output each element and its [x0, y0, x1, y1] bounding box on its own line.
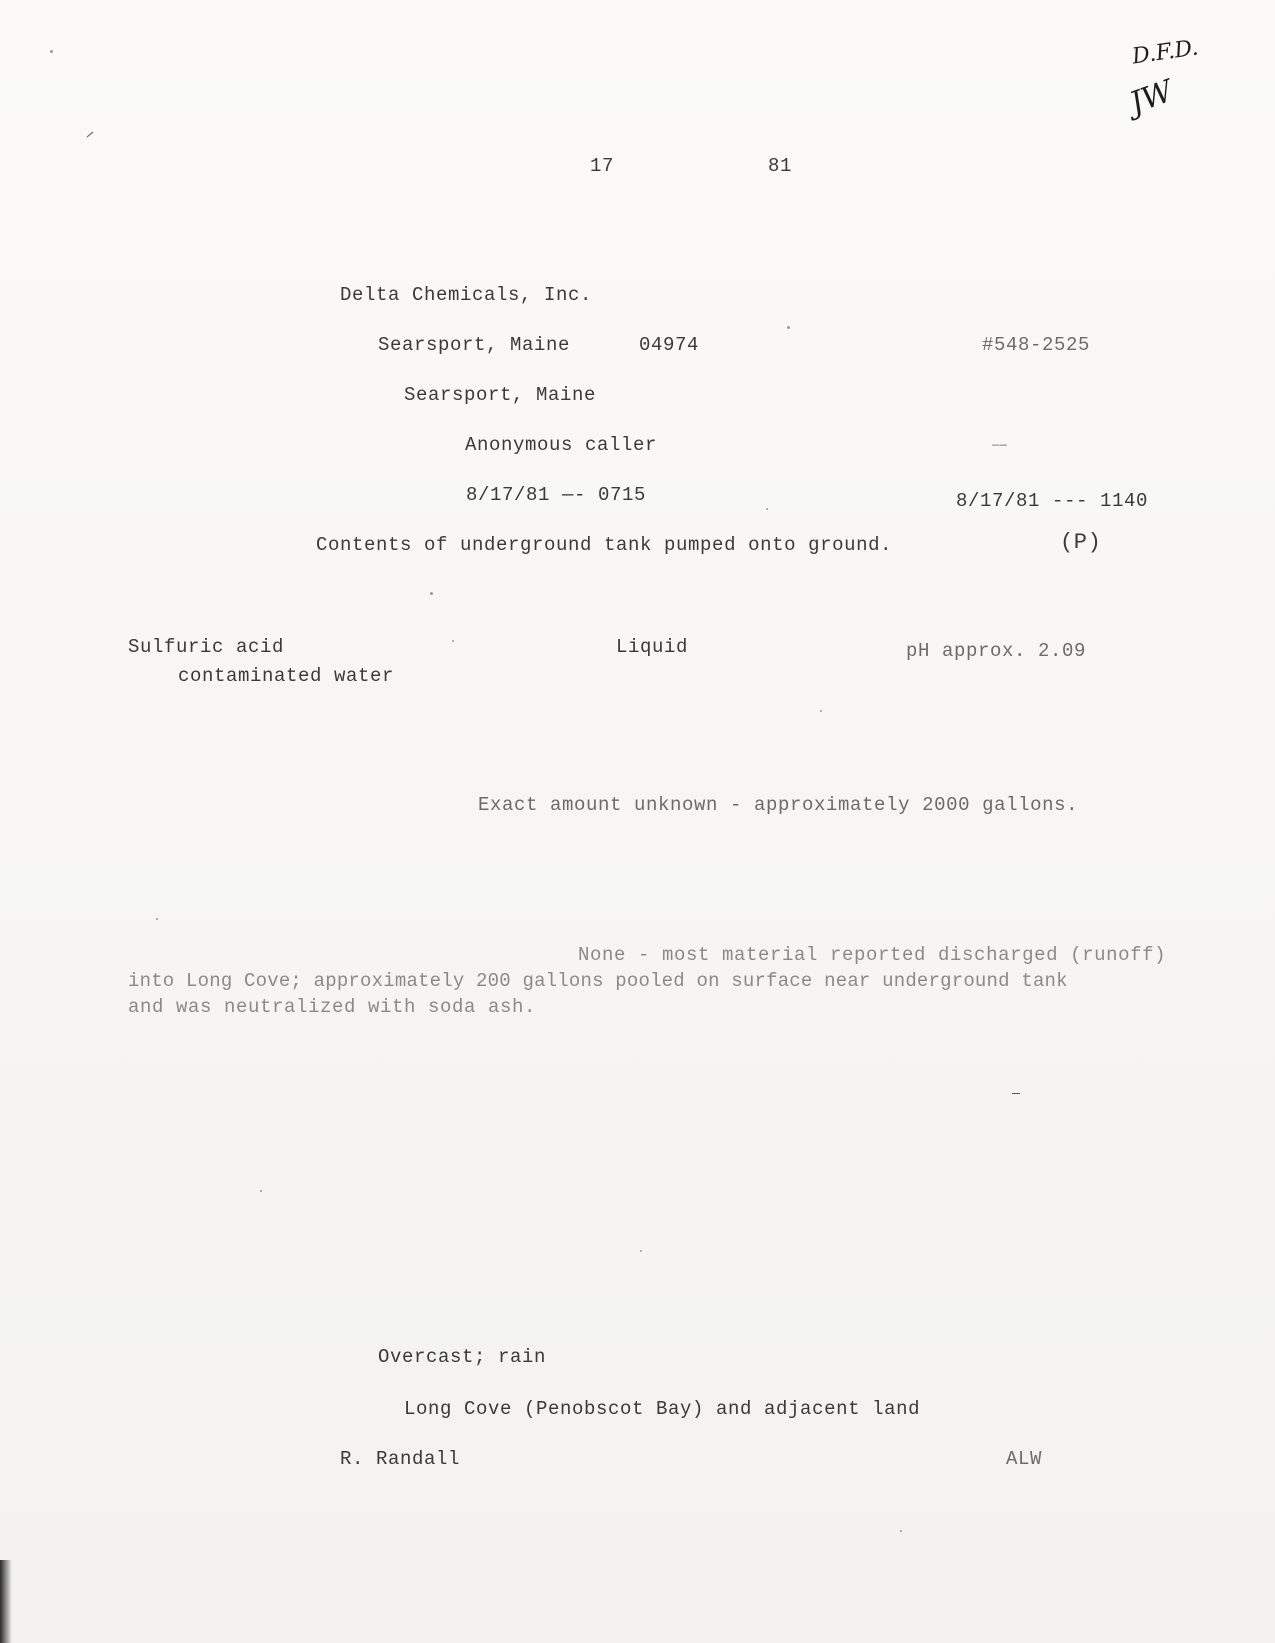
reported-date-time: 8/17/81 --- 1140 — [956, 490, 1149, 512]
spill-location: Searsport, Maine — [404, 384, 597, 406]
handwritten-initials-top: D.F.D. — [1130, 35, 1200, 70]
area-affected: Long Cove (Penobscot Bay) and adjacent land — [404, 1398, 921, 1420]
scan-speck — [430, 592, 433, 595]
scan-mark — [87, 132, 94, 138]
spill-date-time: 8/17/81 —- 0715 — [466, 484, 647, 506]
header-year: 81 — [768, 155, 793, 177]
material-name: Sulfuric acid — [128, 636, 285, 658]
material-state: Liquid — [616, 636, 689, 658]
recovery-line-2: into Long Cove; approximately 200 gallons pooled on surface near underground tank — [128, 970, 1068, 992]
reported-by: Anonymous caller — [465, 434, 658, 456]
reporter-phone: —— — [992, 438, 1008, 452]
company-zip: 04974 — [639, 334, 700, 356]
scan-speck — [50, 50, 53, 53]
company-name: Delta Chemicals, Inc. — [340, 284, 593, 306]
scan-mark — [1012, 1093, 1020, 1094]
scan-speck — [640, 1250, 642, 1252]
scan-speck — [900, 1530, 902, 1532]
scan-speck — [766, 508, 768, 510]
handwritten-initials-bottom: JW — [1125, 73, 1178, 122]
recovery-line-3: and was neutralized with soda ash. — [128, 996, 537, 1018]
scan-speck — [820, 710, 822, 712]
recorder-initials: ALW — [1006, 1448, 1043, 1470]
material-name-cont: contaminated water — [178, 665, 395, 687]
description-mark: (P) — [1060, 530, 1102, 555]
scan-speck — [156, 918, 158, 920]
scan-speck — [452, 640, 454, 642]
incident-description: Contents of underground tank pumped onto ground. — [316, 534, 893, 556]
material-ph: pH approx. 2.09 — [906, 640, 1087, 662]
investigator: R. Randall — [340, 1448, 461, 1470]
weather: Overcast; rain — [378, 1346, 547, 1368]
recovery-line-1: None - most material reported discharged (runoff) — [578, 944, 1167, 966]
scan-speck — [787, 326, 790, 329]
scan-edge-shadow — [0, 1560, 12, 1643]
company-address: Searsport, Maine — [378, 334, 571, 356]
header-day: 17 — [590, 155, 615, 177]
company-phone: #548-2525 — [982, 334, 1091, 356]
spill-amount: Exact amount unknown - approximately 2000 gallons. — [478, 794, 1079, 816]
scan-speck — [260, 1190, 262, 1192]
